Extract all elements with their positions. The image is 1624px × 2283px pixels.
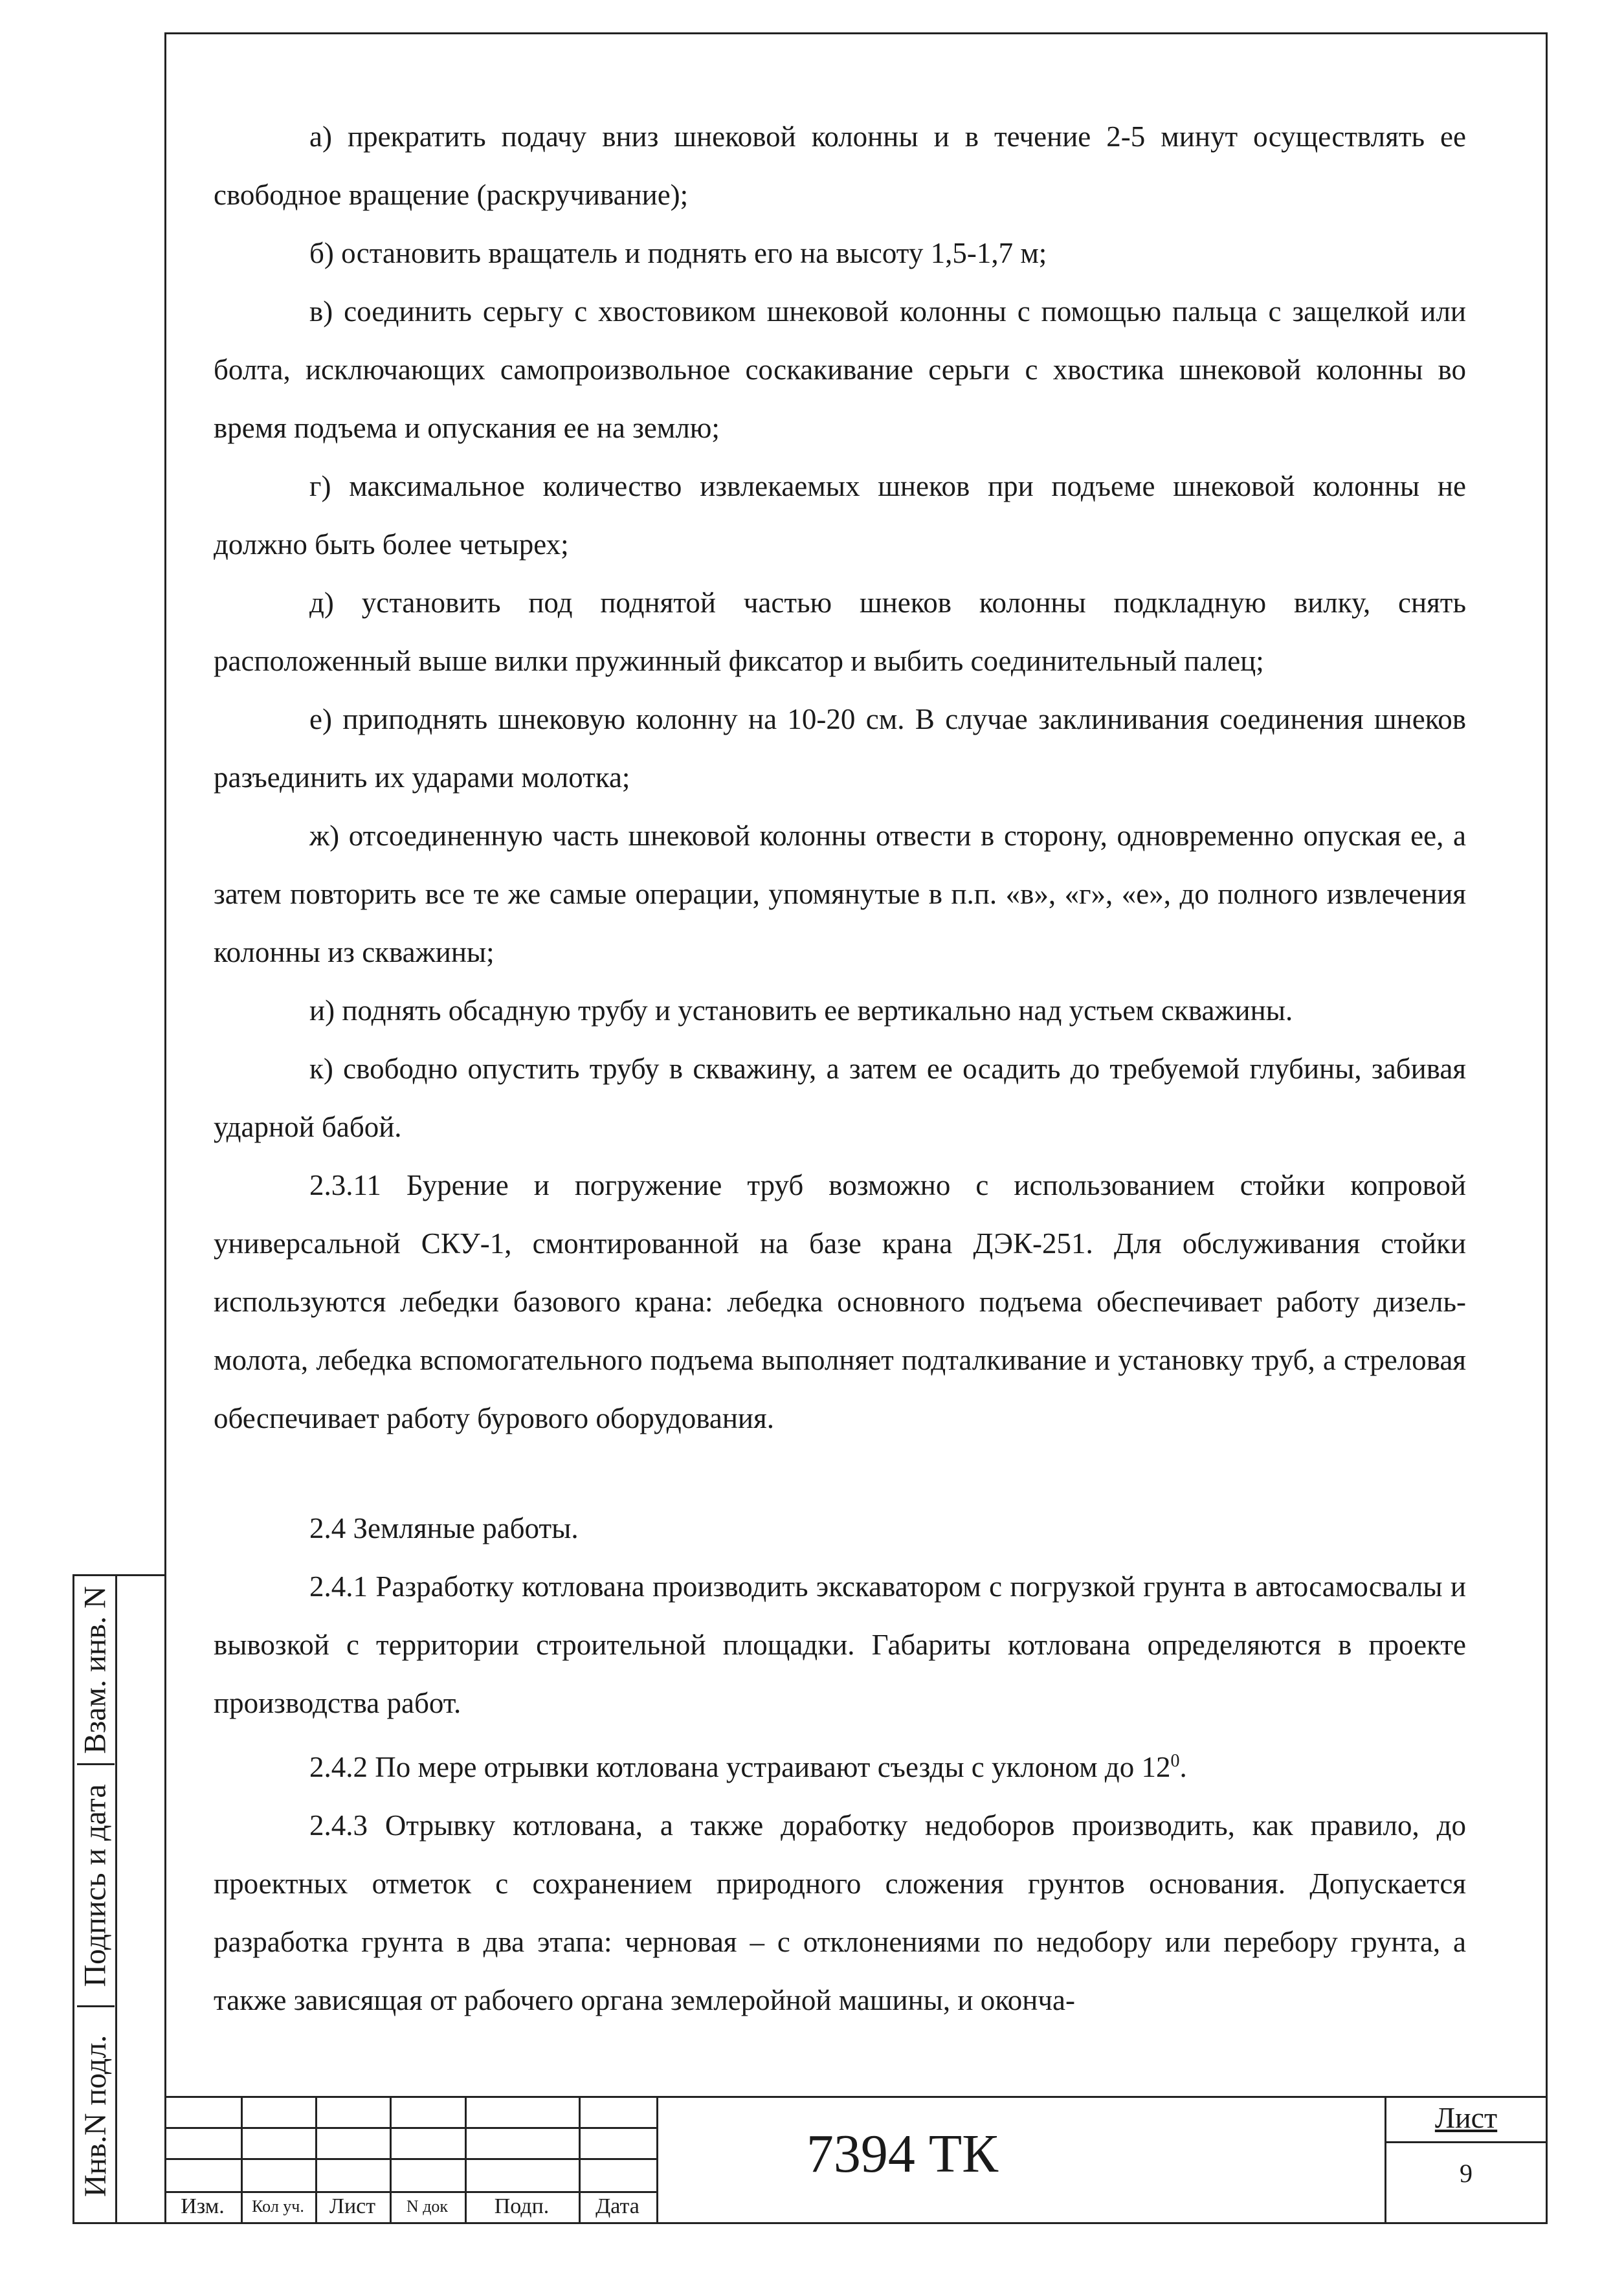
sheet-number: 9	[1460, 2159, 1473, 2188]
title-block	[164, 2096, 1548, 2224]
side-stamp-inv-label: Инв.N подл.	[78, 2034, 113, 2197]
paragraph: к) свободно опустить трубу в скважину, а затем ее осадить до требуемой глубины, забивая ударной бабой.	[214, 1052, 1466, 1143]
title-block-ndok: N док	[406, 2197, 449, 2216]
paragraph: г) максимальное количество извлекаемых шнеков при подъеме шнековой колонны не должно быть более четырех;	[214, 470, 1466, 561]
title-block-izm: Изм.	[181, 2194, 225, 2218]
side-stamp-signature-label: Подпись и дата	[78, 1783, 113, 1987]
paragraph: е) приподнять шнековую колонну на 10-20 см. В случае заклинивания соединения шнеков разъединить их ударами молотка;	[214, 703, 1466, 794]
title-block-rule	[164, 2127, 656, 2129]
paragraph: а) прекратить подачу вниз шнековой колонны и в течение 2-5 минут осуществлять ее свободное вращение (раскручивание);	[214, 120, 1466, 211]
title-block-data: Дата	[595, 2194, 640, 2218]
side-stamp-vzam	[77, 1576, 115, 1765]
title-block-rule	[164, 2096, 1548, 2098]
paragraph-text: 2.4.2 По мере отрывки котлована устраивают съезды с уклоном до 12	[309, 1751, 1171, 1783]
document-code: 7394 ТК	[806, 2124, 999, 2184]
sheet-label: Лист	[1434, 2101, 1498, 2134]
side-stamp	[72, 1574, 164, 2224]
paragraph: и) поднять обсадную трубу и установить ее вертикально над устьем скважины.	[309, 994, 1293, 1027]
title-block-list: Лист	[329, 2194, 376, 2218]
title-block-podp: Подп.	[494, 2194, 550, 2218]
paragraph: д) установить под поднятой частью шнеков колонны подкладную вилку, снять расположенный выше вилки пружинный фиксатор и выбить соединительный палец;	[214, 586, 1466, 677]
title-block-kol: Кол уч.	[252, 2197, 304, 2216]
paragraph: б) остановить вращатель и поднять его на высоту 1,5-1,7 м;	[309, 237, 1047, 269]
title-block-rule	[1385, 2141, 1548, 2143]
paragraph: 2.3.11 Бурение и погружение труб возможно с использованием стойки копровой универсальной СКУ-1, смонтированной на базе крана ДЭК-251. Для обслуживания стойки используются лебедки базового крана: лебедка основного подъема обеспечивает работу дизель-молота, лебедка вспомогательного подъема выполняет подталкивание и установку труб, а стреловая обеспечивает работу бурового оборудования.	[214, 1169, 1466, 1434]
side-stamp-inv	[77, 2007, 115, 2224]
side-stamp-signature	[77, 1765, 115, 2007]
side-stamp-vzam-label: Взам. инв. N	[78, 1585, 113, 1754]
paragraph: 2.4.1 Разработку котлована производить экскаватором с погрузкой грунта в автосамосвалы и вывозкой с территории строительной площадки. Габариты котлована определяются в проекте производства работ.	[214, 1570, 1466, 1719]
paragraph	[214, 1732, 1466, 1796]
document-body	[214, 107, 1466, 2029]
side-stamp-divider	[115, 1576, 117, 2222]
paragraph-end: .	[1179, 1751, 1187, 1783]
title-block-rule	[164, 2158, 656, 2160]
paragraph: 2.4.3 Отрывку котлована, а также доработку недоборов производить, как правило, до проектных отметок с сохранением природного сложения грунтов основания. Допускается разработка грунта в два этапа: черновая – с отклонениями по недобору или перебору грунта, а также зависящая от рабочего органа землеройной машины, и оконча-	[214, 1809, 1466, 2016]
paragraph: в) соединить серьгу с хвостовиком шнековой колонны с помощью пальца с защелкой или болта, исключающих самопроизвольное соскакивание серьги с хвостика шнековой колонны во время подъема и опускания ее на землю;	[214, 295, 1466, 444]
degree-superscript: 0	[1170, 1751, 1180, 1771]
paragraph: ж) отсоединенную часть шнековой колонны отвести в сторону, одновременно опуская ее, а затем повторить все те же самые операции, упомянутые в п.п. «в», «г», «е», до полного извлечения колонны из скважины;	[214, 819, 1466, 968]
section-heading: 2.4 Земляные работы.	[309, 1512, 579, 1544]
